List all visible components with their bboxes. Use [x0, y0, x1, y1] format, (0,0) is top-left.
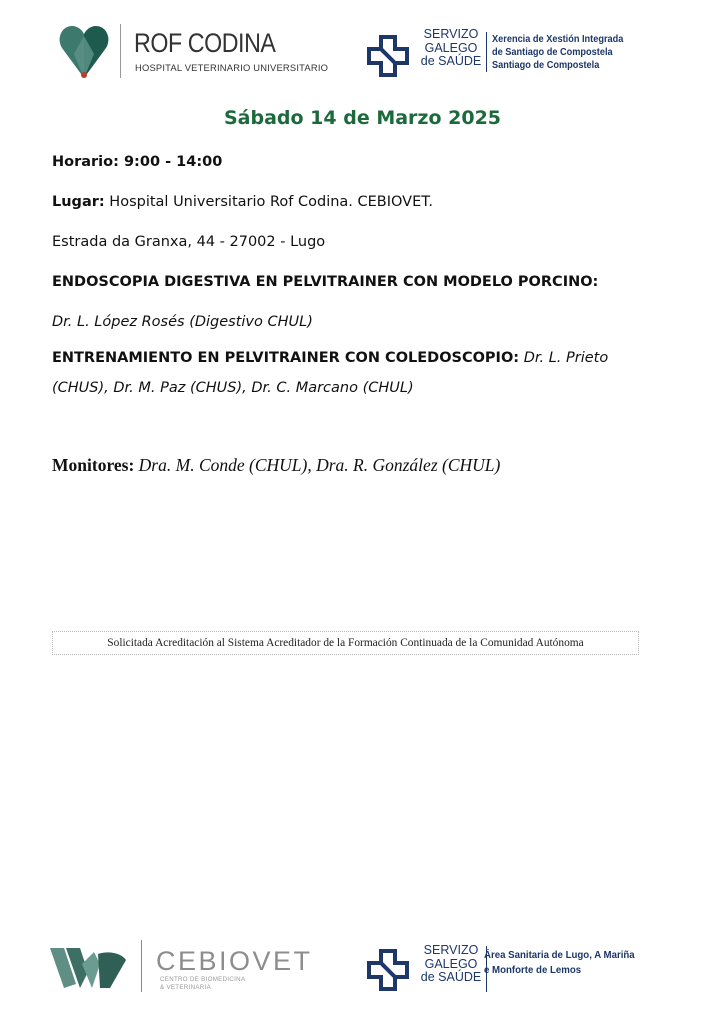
- cebiovet-subtitle: [160, 976, 245, 991]
- rof-codina-subtitle: HOSPITAL VETERINARIO UNIVERSITARIO: [135, 62, 329, 73]
- rof-logo-divider: [120, 24, 121, 78]
- horario-line: [52, 154, 222, 170]
- lugar-value: Hospital Universitario Rof Codina. CEBIOVET.: [104, 194, 434, 210]
- section1-title: ENDOSCOPIA DIGESTIVA EN PELVITRAINER CON MODELO PORCINO:: [52, 274, 599, 290]
- cebiovet-name: CEBIOVET: [156, 946, 313, 976]
- section2-speakers-a: Dr. L. Prieto: [519, 350, 609, 366]
- sergas-line: SERVIZO: [423, 943, 479, 957]
- xerencia-santiago-logo: [362, 22, 682, 84]
- xerencia-line: Xerencia de Xestión Integrada: [492, 34, 624, 45]
- sergas-cross-icon: [366, 948, 410, 992]
- cebiovet-logo: [48, 938, 338, 998]
- area-sanitaria-text: [484, 948, 635, 978]
- section1-speakers-line: [52, 314, 313, 330]
- sergas-wordmark: [416, 28, 486, 69]
- area-line: Área Sanitaria de Lugo, A Mariña: [484, 949, 635, 961]
- monitores-line: [52, 455, 500, 476]
- sergas-line: SERVIZO: [423, 27, 479, 41]
- section1-title-line: [52, 274, 598, 290]
- monitores-label: Monitores:: [52, 455, 135, 475]
- section2-title: ENTRENAMIENTO EN PELVITRAINER CON COLEDOSCOPIO:: [52, 350, 520, 366]
- rof-codina-logo: [54, 18, 334, 84]
- area-sanitaria-lugo-logo: [362, 940, 682, 998]
- event-date-title: Sábado 14 de Marzo 2025: [223, 107, 502, 129]
- address-line: Estrada da Granxa, 44 - 27002 - Lugo: [52, 234, 326, 250]
- section2-speakers-b: (CHUS), Dr. M. Paz (CHUS), Dr. C. Marcano (CHUL): [52, 380, 414, 396]
- sergas-divider: [486, 32, 487, 72]
- rof-codina-heart-icon: [58, 24, 110, 80]
- xerencia-text: [492, 33, 623, 72]
- accreditation-note: Solicitada Acreditación al Sistema Acreditador de la Formación Continuada de la Comunidad Autónoma: [52, 631, 639, 655]
- sergas-line: GALEGO: [424, 40, 478, 55]
- lugar-label: Lugar:: [52, 194, 105, 210]
- sergas-line: GALEGO: [424, 956, 478, 971]
- sergas-wordmark: [416, 944, 486, 985]
- xerencia-line: de Santiago de Compostela: [492, 47, 613, 58]
- cebiovet-mark-icon: [48, 944, 128, 992]
- sergas-line: de SAÚDE: [420, 54, 482, 68]
- xerencia-line: Santiago de Compostela: [492, 60, 600, 71]
- section1-speakers: Dr. L. López Rosés (Digestivo CHUL): [52, 314, 313, 330]
- cebiovet-subtitle-line: & VETERINARIA: [160, 983, 212, 991]
- lugar-line: [52, 194, 433, 210]
- rof-codina-name: ROF CODINA: [134, 28, 276, 58]
- section2-line-1: [52, 350, 608, 366]
- sergas-line: de SAÚDE: [420, 970, 482, 984]
- horario-text: Horario: 9:00 - 14:00: [52, 154, 223, 170]
- cebiovet-divider: [141, 940, 142, 992]
- sergas-cross-icon: [366, 34, 410, 78]
- monitores-value: Dra. M. Conde (CHUL), Dra. R. González (CHUL): [134, 455, 501, 475]
- section2-line-2: [52, 380, 414, 396]
- area-line: e Monforte de Lemos: [484, 964, 582, 976]
- cebiovet-subtitle-line: CENTRO DE BIOMEDICINA: [160, 976, 246, 983]
